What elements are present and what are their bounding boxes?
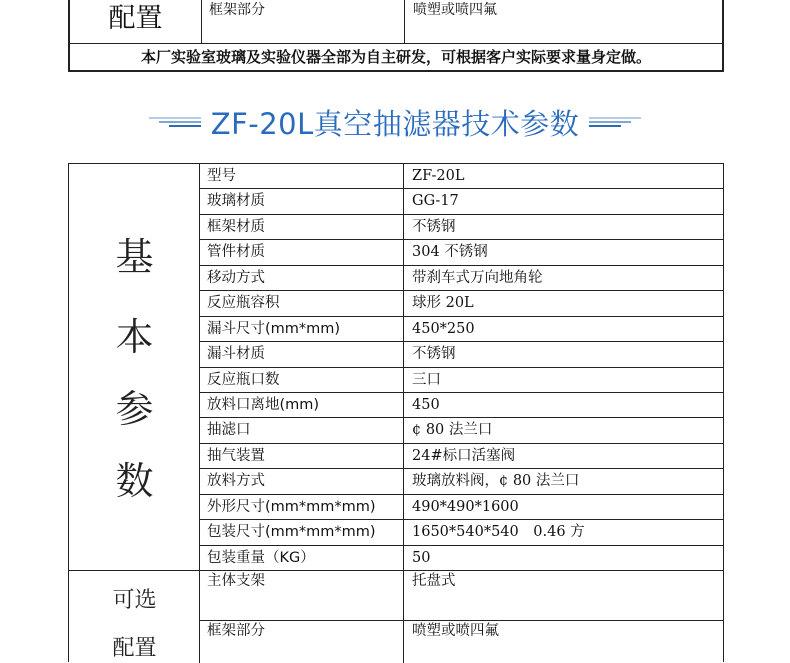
param-value: 玻璃放料阀，¢ 80 法兰口 [412, 473, 580, 490]
param-name: 漏斗尺寸(mm*mm) [200, 317, 404, 341]
param-value: 450 [412, 396, 440, 413]
table-row [200, 520, 723, 545]
param-value: GG-17 [412, 193, 459, 210]
param-value: 304 不锈钢 [412, 244, 488, 261]
param-name: 反应瓶容积 [200, 291, 404, 315]
param-value: 不锈钢 [412, 346, 456, 363]
previous-table-tail [68, 0, 724, 72]
table-row [200, 189, 723, 214]
table-row [200, 164, 723, 189]
param-value: 490*490*1600 [412, 498, 519, 515]
table-row [200, 444, 723, 469]
config-key: 框架部分 [201, 0, 405, 43]
table-row [200, 215, 723, 240]
optional-row [200, 621, 723, 663]
optional-char: 可选 [112, 588, 157, 613]
left-decoration-icon [149, 114, 201, 130]
optional-value: 喷塑或喷四氟 [412, 623, 499, 639]
table-row [200, 469, 723, 494]
param-value: ZF-20L [412, 168, 465, 184]
table-row [200, 495, 723, 520]
param-value: ¢ 80 法兰口 [412, 422, 493, 439]
table-row [200, 291, 723, 316]
param-name: 框架材质 [200, 215, 404, 239]
param-value: 50 [412, 549, 431, 566]
param-name: 抽滤口 [200, 418, 404, 442]
param-name: 移动方式 [200, 266, 404, 290]
page-title: ZF-20L真空抽滤器技术参数 [210, 106, 580, 141]
basic-char: 参 [115, 387, 154, 431]
optional-row [200, 571, 723, 621]
param-name: 放料方式 [200, 469, 404, 493]
param-value: 三口 [412, 371, 441, 388]
table-row [200, 266, 723, 291]
param-name: 玻璃材质 [200, 189, 404, 213]
optional-key: 主体支架 [200, 571, 404, 620]
table-row [200, 368, 723, 393]
config-row [70, 0, 722, 44]
param-name: 型号 [200, 164, 404, 188]
param-name: 包装尺寸(mm*mm*mm) [200, 520, 404, 544]
optional-value: 托盘式 [412, 573, 456, 589]
table-row [200, 418, 723, 443]
config-label: 配置 [70, 0, 202, 43]
config-value: 喷塑或喷四氟 [413, 2, 497, 18]
basic-char: 数 [115, 459, 154, 503]
param-name: 外形尺寸(mm*mm*mm) [200, 495, 404, 519]
basic-char: 基 [115, 235, 154, 279]
param-value: 不锈钢 [412, 218, 456, 235]
optional-key: 框架部分 [200, 621, 404, 663]
param-value: 1650*540*540 0.46 方 [412, 524, 585, 541]
basic-char: 本 [115, 315, 154, 359]
table-row [200, 393, 723, 418]
spec-table [68, 163, 724, 662]
param-value: 球形 20L [412, 295, 474, 312]
param-value: 24#标口活塞阀 [412, 447, 516, 464]
section-heading [0, 95, 790, 149]
table-row [200, 240, 723, 265]
table-row [200, 546, 723, 571]
param-name: 放料口离地(mm) [200, 393, 404, 417]
custom-note: 本厂实验室玻璃及实验仪器全部为自主研发，可根据客户实际要求量身定做。 [140, 48, 651, 66]
right-decoration-icon [589, 114, 641, 130]
optional-char: 配置 [112, 636, 157, 661]
table-row [200, 342, 723, 367]
optional-config-label [69, 571, 200, 663]
param-name: 漏斗材质 [200, 342, 404, 366]
table-row [200, 317, 723, 342]
param-name: 抽气装置 [200, 444, 404, 468]
param-name: 管件材质 [200, 240, 404, 264]
param-value: 带刹车式万向地角轮 [412, 269, 543, 286]
param-name: 反应瓶口数 [200, 368, 404, 392]
param-value: 450*250 [412, 320, 475, 337]
param-name: 包装重量（KG） [200, 546, 404, 570]
basic-params-label [69, 164, 200, 571]
